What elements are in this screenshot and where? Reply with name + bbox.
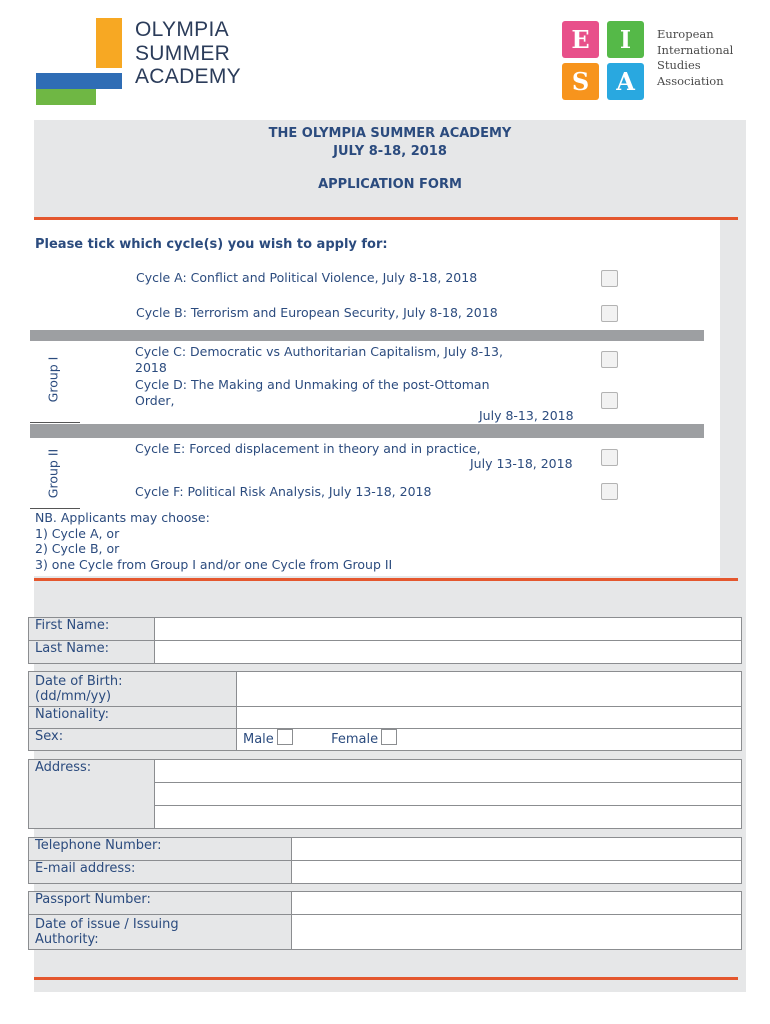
male-checkbox[interactable] [277,729,293,745]
first-name-field[interactable] [155,618,742,641]
cycle-d-dates: July 8-13, 2018 [479,408,574,423]
group-divider-top [30,330,704,341]
name-table [28,617,742,664]
olympia-logo-text: OLYMPIA SUMMER ACADEMY [135,18,241,88]
cycle-e-label: Cycle E: Forced displacement in theory and in practice, [135,441,481,456]
passport-table [28,891,742,950]
eisa-tile-e: E [562,21,599,58]
cycle-d-checkbox[interactable] [601,392,618,409]
cycle-a-checkbox[interactable] [601,270,618,287]
form-dates: JULY 8-18, 2018 [333,144,447,159]
telephone-label: Telephone Number: [29,838,292,861]
address-table [28,759,742,829]
cycle-b-label: Cycle B: Terrorism and European Security, July 8-18, 2018 [136,305,498,320]
cycle-c-label: Cycle C: Democratic vs Authoritarian Capitalism, July 8-13, 2018 [135,344,503,375]
logo-blue-bar [36,73,122,89]
group-divider-bottom [30,424,704,438]
eisa-tile-i: I [607,21,644,58]
passport-label: Passport Number: [29,892,292,915]
address-line-2[interactable] [155,783,742,806]
dob-field[interactable] [237,672,742,707]
logo-orange-bar [96,18,122,68]
male-label: Male [243,732,274,747]
first-name-label: First Name: [29,618,155,641]
passport-field[interactable] [292,892,742,915]
cycle-e-dates: July 13-18, 2018 [470,456,573,471]
issue-field[interactable] [292,915,742,950]
email-label: E-mail address: [29,861,292,884]
group-1-label: Group I [45,356,61,403]
sex-label: Sex: [29,729,237,751]
dob-label: Date of Birth: (dd/mm/yy) [29,672,237,707]
logo-green-bar [36,89,96,105]
divider-rule [34,977,738,980]
issue-label: Date of issue / Issuing Authority: [29,915,292,950]
cycle-d-label: Cycle D: The Making and Unmaking of the post-Ottoman Order, [135,377,490,408]
sex-field [237,729,742,751]
email-field[interactable] [292,861,742,884]
cycle-f-checkbox[interactable] [601,483,618,500]
form-subtitle: APPLICATION FORM [318,177,462,192]
nb-note: NB. Applicants may choose: 1) Cycle A, or 2) Cycle B, or 3) one Cycle from Group I and/or one Cycle from Group II [35,510,393,572]
nationality-label: Nationality: [29,707,237,729]
eisa-tile-a: A [607,63,644,100]
cycle-c-checkbox[interactable] [601,351,618,368]
divider-rule [34,578,738,581]
eisa-caption: European International Studies Association [657,27,734,88]
cycle-b-checkbox[interactable] [601,305,618,322]
cycle-a-label: Cycle A: Conflict and Political Violence, July 8-18, 2018 [136,270,478,285]
female-checkbox[interactable] [381,729,397,745]
contact-table [28,837,742,884]
group-underline [30,508,80,509]
details-table [28,671,742,751]
cycle-e-checkbox[interactable] [601,449,618,466]
address-line-3[interactable] [155,806,742,829]
nationality-field[interactable] [237,707,742,729]
group-underline [30,422,80,423]
eisa-tile-s: S [562,63,599,100]
group-2-label: Group II [45,448,61,499]
cycle-prompt: Please tick which cycle(s) you wish to apply for: [35,237,388,252]
cycle-f-label: Cycle F: Political Risk Analysis, July 13-18, 2018 [135,484,432,499]
address-line-1[interactable] [155,760,742,783]
telephone-field[interactable] [292,838,742,861]
last-name-field[interactable] [155,641,742,664]
female-label: Female [331,732,379,747]
last-name-label: Last Name: [29,641,155,664]
address-label: Address: [29,760,155,829]
form-title: THE OLYMPIA SUMMER ACADEMY [268,126,512,141]
